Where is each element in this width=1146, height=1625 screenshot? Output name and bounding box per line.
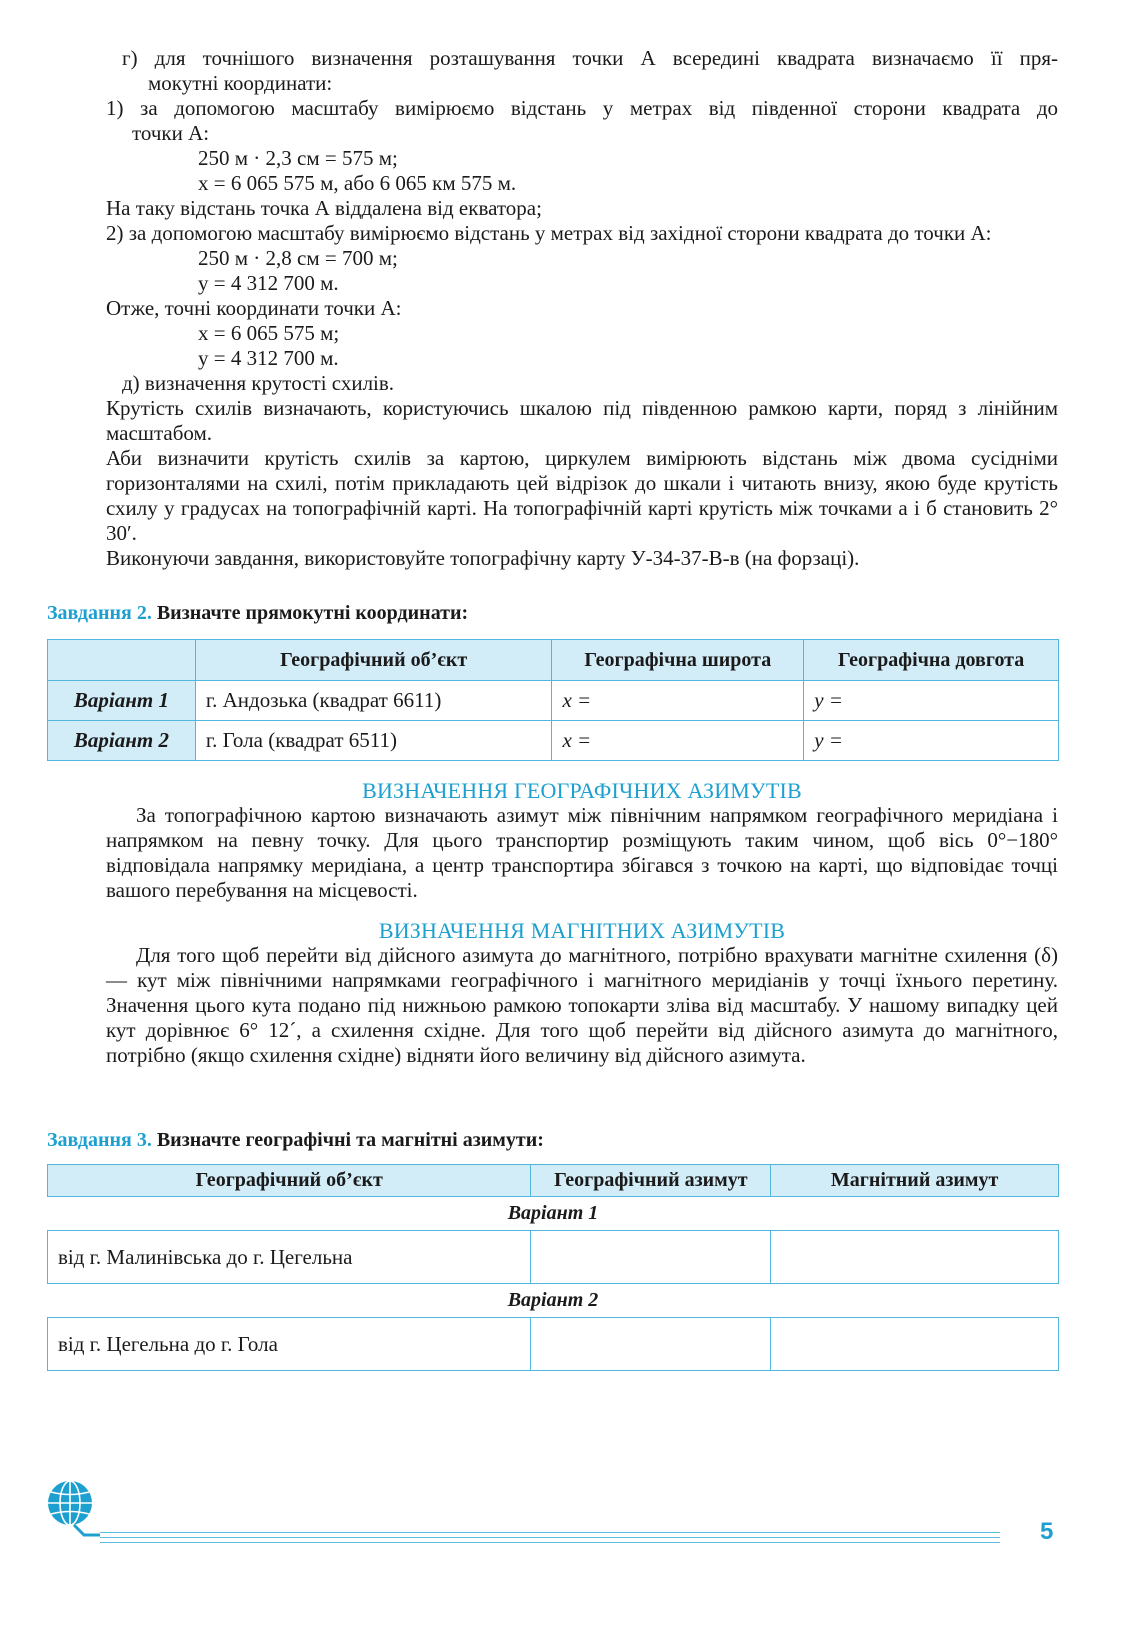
variant-row	[48, 1284, 1059, 1318]
header-cell-latitude: Географічна широта	[552, 640, 804, 681]
header-cell-geo-azimuth: Географічний азимут	[531, 1165, 771, 1197]
calc-6: y = 4 312 700 м.	[198, 346, 339, 370]
section-1-body: За топографічною картою визначають азимут між північним напрямком географічного меридіана і напрямком на певну точку. Для цього транспортир розміщують таким чином, щоб вісь 0°−180° відповідала напрямку меридіана, а центр транспортира збігався з точкою на карті, що відповідає точці вашого перебування на місцевості.	[106, 803, 1058, 902]
latitude-cell[interactable]: x =	[552, 721, 804, 761]
section-magnetic-azimuths	[106, 918, 1058, 1068]
note-1: На таку відстань точка А віддалена від екватора;	[106, 196, 542, 220]
geo-azimuth-cell[interactable]	[531, 1318, 771, 1371]
table-row	[48, 1318, 1059, 1371]
calc-5: x = 6 065 575 м;	[198, 321, 340, 345]
variant-row	[48, 1197, 1059, 1231]
task-3-text: Визначте географічні та магнітні азимути:	[156, 1129, 544, 1151]
header-cell-object: Географічний об’єкт	[195, 640, 552, 681]
header-cell-object: Географічний об’єкт	[48, 1165, 531, 1197]
step-d: д) визначення крутості схилів.	[122, 371, 395, 395]
section-geographic-azimuths	[106, 778, 1058, 903]
variant-2-label: Варіант 2	[507, 1289, 599, 1311]
variant-cell: Варіант 1	[48, 681, 196, 721]
section-2-title: ВИЗНАЧЕННЯ МАГНІТНИХ АЗИМУТІВ	[378, 918, 786, 943]
table-header-row	[48, 1165, 1059, 1197]
table-header-row	[48, 640, 1059, 681]
substep-2: 2) за допомогою масштабу вимірюємо відстань у метрах від західної сторони квадрата до точки А:	[106, 221, 992, 245]
globe-icon	[44, 1479, 104, 1539]
slope-para-3: Виконуючи завдання, використовуйте топографічну карту У-34-37-В-в (на форзаці).	[106, 546, 860, 570]
variant-1-label: Варіант 1	[507, 1202, 599, 1224]
variant-cell: Варіант 2	[48, 721, 196, 761]
footer-rule	[100, 1537, 1000, 1538]
object-cell: г. Андозька (квадрат 6611)	[195, 681, 552, 721]
task-2-text: Визначте прямокутні координати:	[156, 602, 469, 624]
section-1-title: ВИЗНАЧЕННЯ ГЕОГРАФІЧНИХ АЗИМУТІВ	[362, 778, 802, 803]
calc-2: x = 6 065 575 м, або 6 065 км 575 м.	[198, 171, 517, 195]
substep-1-line1: 1) за допомогою масштабу вимірюємо відстань у метрах від південної сторони квадрата до	[106, 96, 1058, 120]
step-g-line2: мокутні координати:	[148, 71, 333, 95]
slope-para-1: Крутість схилів визначають, користуючись шкалою під південною рамкою карти, поряд з лінійним масштабом.	[106, 396, 1058, 445]
task-3-heading	[47, 1128, 1059, 1153]
table-row	[48, 721, 1059, 761]
footer-rule	[100, 1532, 1000, 1533]
section-2-body: Для того щоб перейти від дійсного азимута до магнітного, потрібно врахувати магнітне схилення (δ) — кут між північними напрямками географічного і магнітного меридіанів у точці їхнього перетину. Значення цього кута подано під нижньою рамкою топокарти зліва від масштабу. У нашому випадку цей кут дорівнює 6° 12´, а схилення східне. Для того щоб перейти від дійсного азимута до магнітного, потрібно (якщо схилення східне) відняти його величину від дійсного азимута.	[106, 943, 1058, 1067]
task-2-number: Завдання 2.	[47, 602, 152, 624]
substep-1-line2: точки А:	[132, 121, 210, 145]
object-cell: від г. Малинівська до г. Цегельна	[48, 1231, 531, 1284]
footer-rule	[100, 1542, 1000, 1543]
task-3-table	[47, 1164, 1059, 1371]
main-text	[106, 46, 1058, 571]
object-cell: від г. Цегельна до г. Гола	[48, 1318, 531, 1371]
mag-azimuth-cell[interactable]	[771, 1231, 1059, 1284]
mag-azimuth-cell[interactable]	[771, 1318, 1059, 1371]
note-2: Отже, точні координати точки А:	[106, 296, 402, 320]
calc-3: 250 м · 2,8 см = 700 м;	[198, 246, 398, 270]
calc-4: y = 4 312 700 м.	[198, 271, 339, 295]
step-g-line1: г) для точнішого визначення розташування точки А всередині квадрата визначаємо її пря-	[122, 46, 1058, 70]
task-3-number: Завдання 3.	[47, 1129, 152, 1151]
latitude-cell[interactable]: x =	[552, 681, 804, 721]
table-row	[48, 681, 1059, 721]
longitude-cell[interactable]: y =	[804, 681, 1059, 721]
header-cell-variant	[48, 640, 196, 681]
table-row	[48, 1231, 1059, 1284]
task-2-heading	[47, 601, 1059, 626]
task-2-table	[47, 639, 1059, 761]
header-cell-mag-azimuth: Магнітний азимут	[771, 1165, 1059, 1197]
geo-azimuth-cell[interactable]	[531, 1231, 771, 1284]
header-cell-longitude: Географічна довгота	[804, 640, 1059, 681]
object-cell: г. Гола (квадрат 6511)	[195, 721, 552, 761]
calc-1: 250 м · 2,3 см = 575 м;	[198, 146, 398, 170]
longitude-cell[interactable]: y =	[804, 721, 1059, 761]
slope-para-2: Аби визначити крутість схилів за картою, циркулем вимірюють відстань між двома сусідніми горизонталями на схилі, потім прикладають цей відрізок до шкали і читають внизу, якою буде крутість схилу у градусах на топографічній карті. На топографічній карті крутість між точками а і б становить 2° 30′.	[106, 446, 1058, 545]
page-number: 5	[1040, 1518, 1054, 1545]
